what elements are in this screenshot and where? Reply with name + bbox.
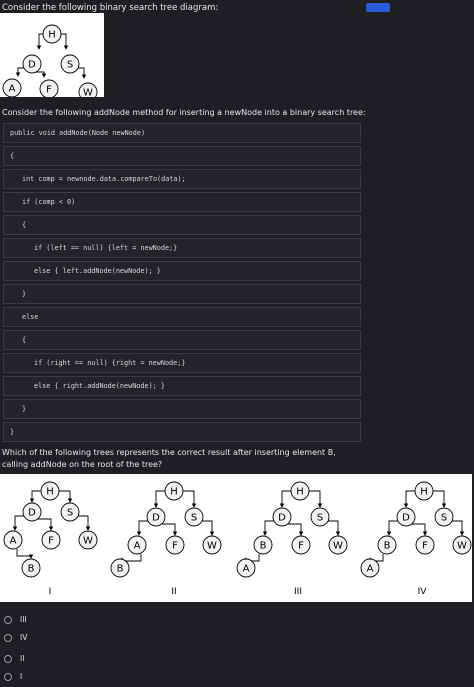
code-line: } (3, 284, 361, 304)
method-intro: Consider the following addNode method for inserting a newNode into a binary search tree: (2, 108, 366, 117)
tree-node-h-label: H (48, 29, 56, 41)
question-intro: Consider the following binary search tree diagram: (2, 3, 219, 13)
tree-iii-node-h-label: H (296, 486, 304, 498)
tree-i-node-a-label: A (9, 535, 17, 547)
tree-ii-node-f-label: F (172, 540, 178, 552)
tree-i-node-b-label: B (27, 563, 35, 575)
tree-iii-node-d-label: D (278, 512, 286, 524)
code-line: else (3, 307, 361, 327)
code-line: } (3, 422, 361, 442)
code-line: else { left.addNode(newNode); } (3, 261, 361, 281)
tree-iii-node-s-label: S (316, 512, 324, 524)
tree-i-node-f-label: F (48, 535, 54, 547)
tree-iv-node-s-label: S (440, 512, 448, 524)
code-line: { (3, 330, 361, 350)
tree-iv-node-a-label: A (366, 563, 374, 575)
tree-i-node-d-label: D (28, 507, 36, 519)
tree-node-w-label: W (83, 87, 93, 97)
tree-ii-node-d-label: D (152, 512, 160, 524)
answer-option[interactable] (4, 633, 27, 642)
tree-numeral: III (294, 587, 302, 597)
tree-iii-node-a-label: A (242, 563, 250, 575)
code-line: public void addNode(Node newNode) (3, 123, 361, 143)
tree-iii-node-b-label: B (259, 540, 267, 552)
tree-iv-node-b-label: B (383, 540, 391, 552)
tree-iv-node-d-label: D (402, 512, 410, 524)
answer-trees-panel (0, 474, 472, 602)
code-line: } (3, 399, 361, 419)
code-line: { (3, 215, 361, 235)
answer-tree-ii (111, 482, 221, 597)
tree-iv-node-h-label: H (420, 486, 428, 498)
tree-i-node-s-label: S (66, 507, 74, 519)
tree-numeral: IV (417, 587, 427, 597)
tree-node-d-label: D (28, 59, 36, 71)
tree-ii-node-h-label: H (170, 486, 178, 498)
tree-node-s-label: S (66, 59, 74, 71)
radio-button[interactable] (4, 634, 12, 642)
code-line: if (left == null) {left = newNode;} (3, 238, 361, 258)
tree-iii-node-f-label: F (298, 540, 304, 552)
tree-numeral: I (48, 587, 52, 597)
tree-ii-node-w-label: W (207, 540, 217, 552)
code-block (3, 123, 361, 445)
answer-option[interactable] (4, 672, 22, 681)
answer-option-label: III (20, 615, 27, 624)
answer-trees-diagram (0, 474, 472, 602)
top-right-button[interactable] (366, 3, 390, 12)
code-line: if (comp < 0) (3, 192, 361, 212)
tree-i-node-h-label: H (46, 486, 54, 498)
tree-ii-node-b-label: B (116, 563, 124, 575)
answer-option-label: I (20, 672, 23, 681)
answer-tree-i (4, 482, 97, 597)
tree-node-f-label: F (46, 84, 52, 96)
answer-option[interactable] (4, 615, 27, 624)
radio-button[interactable] (4, 655, 12, 663)
answer-option-label: II (20, 654, 25, 663)
answer-tree-iv (361, 482, 471, 597)
tree-iii-node-w-label: W (333, 540, 343, 552)
tree-node-a-label: A (8, 83, 16, 95)
tree-iv-node-f-label: F (422, 540, 428, 552)
answer-tree-iii (237, 482, 347, 597)
question-text: Which of the following trees represents the correct result after inserting element B, calling addNode on the root of the tree? (2, 448, 336, 469)
tree-ii-node-a-label: A (133, 540, 141, 552)
code-line: int comp = newnode.data.compareTo(data); (3, 169, 361, 189)
code-line: else { right.addNode(newNode); } (3, 376, 361, 396)
tree-numeral: II (171, 587, 177, 597)
tree-iv-node-w-label: W (457, 540, 467, 552)
radio-button[interactable] (4, 673, 12, 681)
tree-i-node-w-label: W (83, 535, 93, 547)
answer-option[interactable] (4, 654, 24, 663)
code-line: { (3, 146, 361, 166)
tree-ii-node-s-label: S (190, 512, 198, 524)
original-tree-diagram (0, 13, 104, 97)
answer-option-label: IV (20, 633, 28, 642)
radio-button[interactable] (4, 616, 12, 624)
original-tree-panel (0, 13, 104, 97)
code-line: if (right == null) {right = newNode;} (3, 353, 361, 373)
